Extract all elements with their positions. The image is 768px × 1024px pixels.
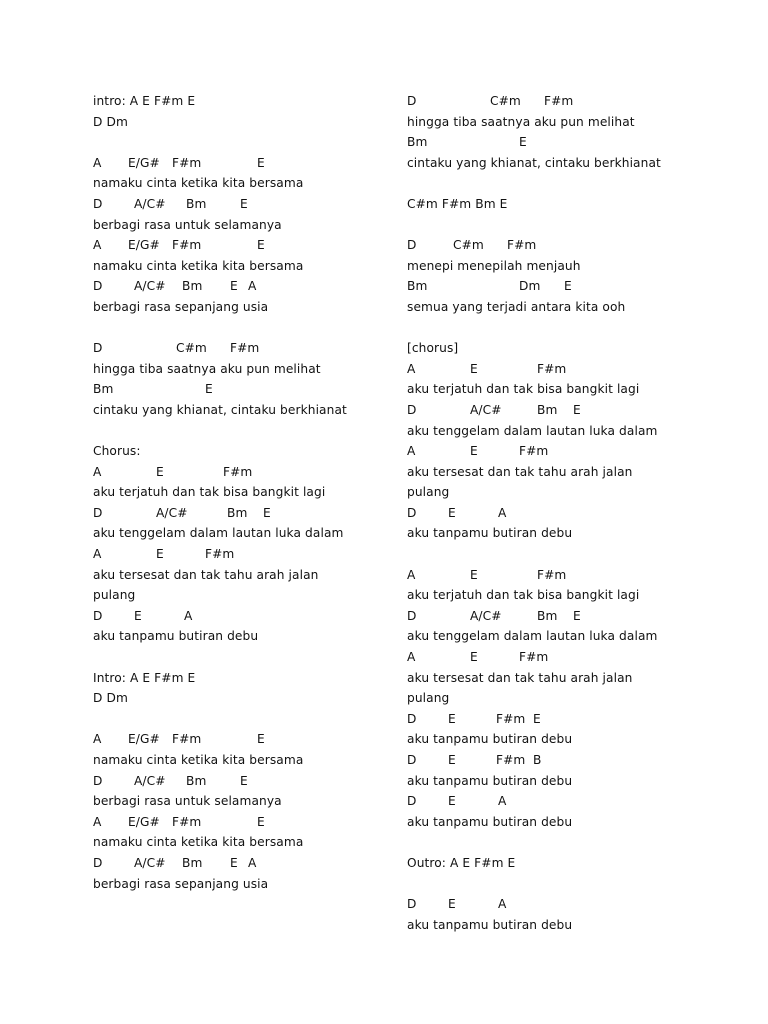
chord-line <box>407 565 707 586</box>
lyric-line: D Dm <box>93 114 128 129</box>
chord-symbol: E <box>564 279 572 294</box>
lyric-line: pulang <box>407 485 450 500</box>
chord-symbol: A/C# <box>470 608 502 623</box>
lyric-line: namaku cinta ketika kita bersama <box>93 258 304 273</box>
chord-symbol: A/C# <box>470 402 502 417</box>
chord-symbol: D <box>407 794 417 809</box>
chord-line <box>407 132 707 153</box>
chord-symbol: E <box>134 608 142 623</box>
chord-symbol: E <box>448 897 456 912</box>
chord-line <box>407 91 707 112</box>
chord-line <box>407 791 707 812</box>
chord-symbol: F#m <box>519 444 549 459</box>
lyric-line: aku tersesat dan tak tahu arah jalan <box>407 464 633 479</box>
chord-line <box>93 503 393 524</box>
lyric-line: aku terjatuh dan tak bisa bangkit lagi <box>93 485 326 500</box>
blank-line <box>93 318 393 339</box>
lyric-line: pulang <box>93 588 136 603</box>
chord-symbol: A <box>407 650 416 665</box>
blank-line <box>93 132 393 153</box>
chord-line <box>93 235 393 256</box>
chord-line <box>407 235 707 256</box>
chord-line <box>407 750 707 771</box>
chord-symbol: E <box>230 855 238 870</box>
chord-symbol: E <box>205 382 213 397</box>
right-column <box>407 91 707 935</box>
chord-symbol: E <box>470 567 478 582</box>
chord-symbol: E <box>156 464 164 479</box>
chord-symbol: D <box>407 94 417 108</box>
chord-symbol: F#m <box>519 650 549 665</box>
chord-line <box>93 379 393 400</box>
chord-symbol: F#m <box>223 464 253 479</box>
lyric-line: cintaku yang khianat, cintaku berkhianat <box>407 155 661 170</box>
lyric-line: aku tersesat dan tak tahu arah jalan <box>407 670 633 685</box>
chord-symbol: Dm <box>519 279 541 294</box>
lyric-line: berbagi rasa untuk selamanya <box>93 217 282 232</box>
chord-symbol: D <box>407 238 417 253</box>
chord-symbol: A <box>407 361 416 376</box>
chord-symbol: D <box>93 279 103 294</box>
chord-line <box>93 606 393 627</box>
chord-symbol: A <box>498 505 507 520</box>
blank-line <box>407 173 707 194</box>
chord-symbol: C#m <box>453 238 484 253</box>
chord-symbol: B <box>533 753 542 767</box>
chord-symbol: E <box>257 732 265 747</box>
chord-symbol: F#m <box>230 341 260 356</box>
blank-line <box>93 421 393 442</box>
chord-symbol: D <box>93 855 103 870</box>
chord-symbol: E <box>448 711 456 726</box>
chord-symbol: E/G# <box>128 732 160 747</box>
chord-symbol: A <box>248 855 257 870</box>
chord-line <box>407 441 707 462</box>
chord-symbol: D <box>407 897 417 912</box>
lyric-line: aku terjatuh dan tak bisa bangkit lagi <box>407 382 640 397</box>
blank-line <box>93 647 393 668</box>
chord-line <box>93 194 393 215</box>
chord-symbol: E/G# <box>128 814 160 829</box>
chord-symbol: F#m <box>496 711 526 726</box>
chord-symbol: E/G# <box>128 155 160 170</box>
chord-symbol: E <box>519 135 527 150</box>
lyric-line: [chorus] <box>407 341 459 356</box>
chord-line <box>407 709 707 730</box>
chord-symbol: D <box>93 341 103 356</box>
chord-symbol: E <box>257 238 265 253</box>
chord-symbol: A/C# <box>156 505 188 520</box>
chord-symbol: A <box>93 464 102 479</box>
blank-line <box>407 215 707 236</box>
chord-symbol: F#m <box>496 753 526 767</box>
chord-symbol: F#m <box>544 94 574 108</box>
chord-symbol: E <box>240 196 248 211</box>
chord-symbol: Bm <box>93 382 114 397</box>
lyric-line: pulang <box>407 691 450 706</box>
chord-symbol: E <box>156 547 164 562</box>
chord-line <box>407 503 707 524</box>
chord-symbol: D <box>407 505 417 520</box>
chord-symbol: A <box>498 794 507 809</box>
chord-symbol: F#m <box>172 238 202 253</box>
chord-symbol: F#m <box>507 238 537 253</box>
chord-symbol: Bm <box>182 279 203 294</box>
chord-line <box>407 606 707 627</box>
chord-symbol: F#m <box>172 732 202 747</box>
chord-symbol: A/C# <box>134 855 166 870</box>
chord-line <box>93 276 393 297</box>
chord-symbol: E <box>573 608 581 623</box>
lyric-line: aku tenggelam dalam lautan luka dalam <box>407 629 658 644</box>
chord-symbol: E <box>230 279 238 294</box>
chord-symbol: E <box>257 814 265 829</box>
lyric-line: hingga tiba saatnya aku pun melihat <box>93 361 321 376</box>
chord-symbol: E <box>263 505 271 520</box>
chord-symbol: A <box>93 238 102 253</box>
chord-symbol: D <box>407 402 417 417</box>
chord-symbol: E <box>448 505 456 520</box>
chord-symbol: Bm <box>182 855 203 870</box>
lyric-line: namaku cinta ketika kita bersama <box>93 835 304 850</box>
chord-symbol: A <box>93 732 102 747</box>
lyric-line: Chorus: <box>93 444 141 459</box>
chord-symbol: A <box>184 608 193 623</box>
left-column <box>93 91 393 894</box>
chord-symbol: D <box>407 608 417 623</box>
lyric-line: aku tanpamu butiran debu <box>407 526 573 541</box>
chord-symbol: A <box>93 814 102 829</box>
chord-symbol: A <box>498 897 507 912</box>
chord-symbol: F#m <box>172 814 202 829</box>
chord-symbol: A <box>93 547 102 562</box>
lyric-line: aku terjatuh dan tak bisa bangkit lagi <box>407 588 640 603</box>
chord-line <box>93 812 393 833</box>
chord-symbol: E <box>257 155 265 170</box>
chord-symbol: A <box>248 279 257 294</box>
lyric-line: C#m F#m Bm E <box>407 196 508 211</box>
lyric-line: D Dm <box>93 691 128 706</box>
lyric-line: namaku cinta ketika kita bersama <box>93 176 304 191</box>
chord-symbol: F#m <box>172 155 202 170</box>
chord-symbol: Bm <box>186 196 207 211</box>
lyric-line: aku tenggelam dalam lautan luka dalam <box>93 526 344 541</box>
lyric-line: semua yang terjadi antara kita ooh <box>407 299 626 314</box>
chord-symbol: Bm <box>407 135 428 150</box>
chord-line <box>93 462 393 483</box>
lyric-line: aku tanpamu butiran debu <box>407 732 573 747</box>
chord-symbol: A/C# <box>134 773 166 788</box>
lyric-line: menepi menepilah menjauh <box>407 258 581 273</box>
lyric-line: Outro: A E F#m E <box>407 855 516 870</box>
chord-symbol: A <box>407 444 416 459</box>
chord-symbol: Bm <box>227 505 248 520</box>
blank-line <box>407 832 707 853</box>
lyric-line: berbagi rasa untuk selamanya <box>93 794 282 809</box>
chord-symbol: D <box>407 711 417 726</box>
chord-line <box>407 400 707 421</box>
chord-symbol: D <box>93 773 103 788</box>
chord-symbol: C#m <box>176 341 207 356</box>
chord-symbol: E <box>448 753 456 767</box>
lyric-line: aku tanpamu butiran debu <box>407 917 573 932</box>
lyric-line: Intro: A E F#m E <box>93 670 196 685</box>
lyric-line: berbagi rasa sepanjang usia <box>93 876 269 891</box>
chord-line <box>93 338 393 359</box>
chord-symbol: Bm <box>537 608 558 623</box>
chord-line <box>407 359 707 380</box>
chord-line <box>407 647 707 668</box>
chord-symbol: Bm <box>186 773 207 788</box>
lyric-line: aku tanpamu butiran debu <box>407 773 573 788</box>
chord-line <box>93 771 393 792</box>
lyric-line: aku tanpamu butiran debu <box>93 629 259 644</box>
chord-symbol: F#m <box>537 361 567 376</box>
lyric-line: cintaku yang khianat, cintaku berkhianat <box>93 402 347 417</box>
chord-symbol: E <box>573 402 581 417</box>
chord-line <box>93 153 393 174</box>
lyric-line: intro: A E F#m E <box>93 94 196 108</box>
chord-line <box>93 544 393 565</box>
chord-symbol: A <box>93 155 102 170</box>
chord-symbol: F#m <box>205 547 235 562</box>
chord-line <box>93 853 393 874</box>
chord-symbol: D <box>93 196 103 211</box>
chord-symbol: C#m <box>490 94 521 108</box>
chord-symbol: D <box>407 753 417 767</box>
chord-line <box>93 729 393 750</box>
chord-symbol: E <box>470 650 478 665</box>
chord-symbol: D <box>93 505 103 520</box>
chord-symbol: D <box>93 608 103 623</box>
chord-line <box>407 894 707 915</box>
lyric-line: berbagi rasa sepanjang usia <box>93 299 269 314</box>
chord-symbol: E <box>470 361 478 376</box>
chord-symbol: A/C# <box>134 196 166 211</box>
chord-symbol: F#m <box>537 567 567 582</box>
lyric-line: aku tenggelam dalam lautan luka dalam <box>407 423 658 438</box>
chord-symbol: E <box>533 711 541 726</box>
lyric-line: namaku cinta ketika kita bersama <box>93 753 304 767</box>
lyric-line: hingga tiba saatnya aku pun melihat <box>407 114 635 129</box>
chord-symbol: Bm <box>537 402 558 417</box>
blank-line <box>407 318 707 339</box>
chord-symbol: Bm <box>407 279 428 294</box>
blank-line <box>93 709 393 730</box>
lyric-line: aku tanpamu butiran debu <box>407 814 573 829</box>
blank-line <box>407 874 707 895</box>
chord-symbol: E/G# <box>128 238 160 253</box>
chord-line <box>407 276 707 297</box>
chord-symbol: E <box>470 444 478 459</box>
chord-symbol: A/C# <box>134 279 166 294</box>
chord-symbol: A <box>407 567 416 582</box>
lyric-line: aku tersesat dan tak tahu arah jalan <box>93 567 319 582</box>
chord-symbol: E <box>448 794 456 809</box>
chord-symbol: E <box>240 773 248 788</box>
blank-line <box>407 544 707 565</box>
